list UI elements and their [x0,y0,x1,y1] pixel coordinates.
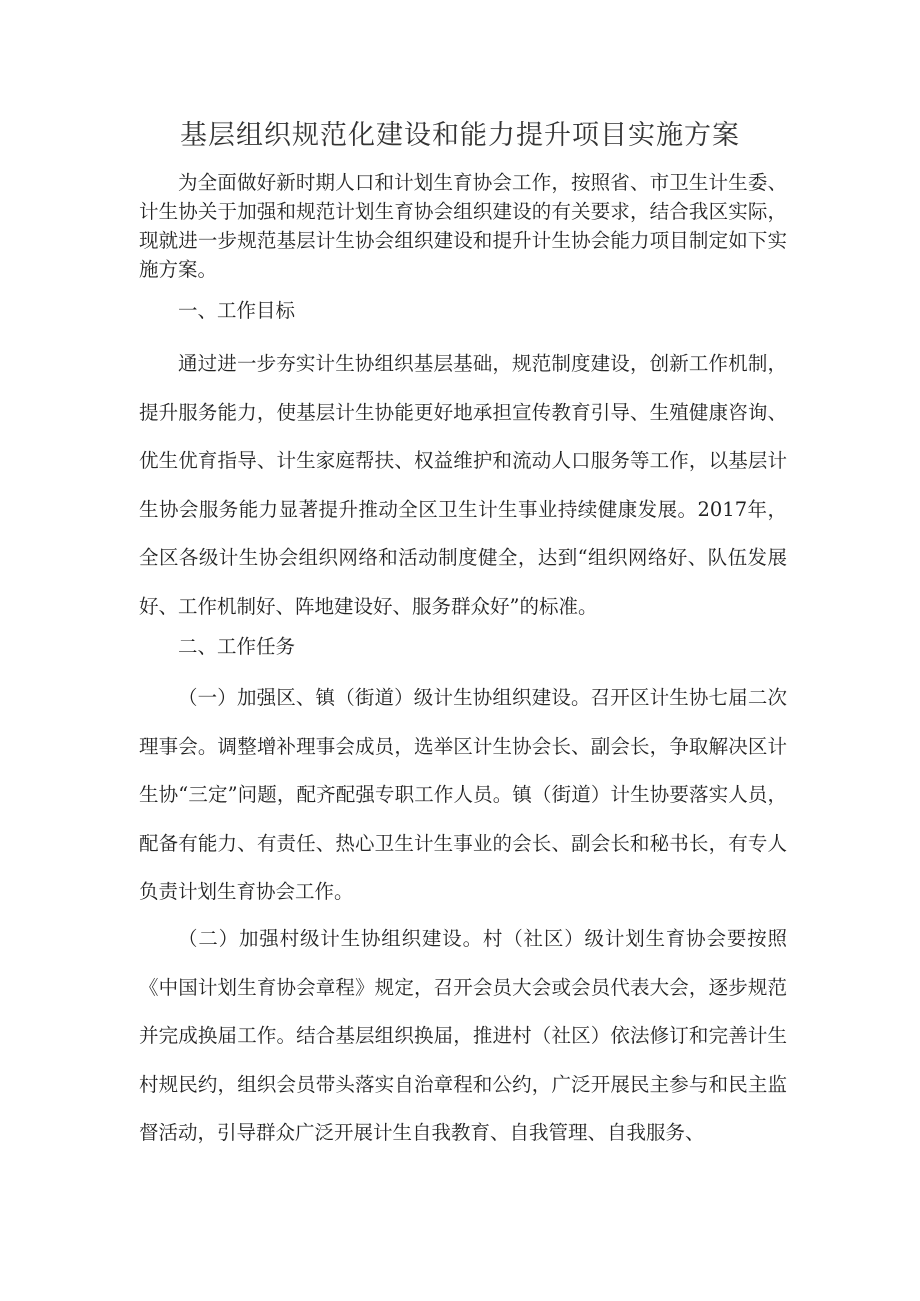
task-item-2: （二）加强村级计生协组织建设。村（社区）级计划生育协会要按照《中国计划生育协会章程》规定，召开会员大会或会员代表大会，逐步规范并完成换届工作。结合基层组织换届，推进村（社区）依法修订和完善计生村规民约，组织会员带头落实自治章程和公约，广泛开展民主参与和民主监督活动，引导群众广泛开展计生自我教育、自我管理、自我服务、 [139,927,787,1144]
document-title: 基层组织规范化建设和能力提升项目实施方案 [180,120,740,151]
intro-paragraph: 为全面做好新时期人口和计划生育协会工作，按照省、市卫生计生委、计生协关于加强和规范计划生育协会组织建设的有关要求，结合我区实际，现就进一步规范基层计生协会组织建设和提升计生协会能力项目制定如下实施方案。 [139,171,787,281]
section-heading-tasks: 二、工作任务 [178,635,296,658]
section-heading-goals: 一、工作目标 [178,299,296,322]
task-item-1: （一）加强区、镇（街道）级计生协组织建设。召开区计生协七届二次理事会。调整增补理事会成员，选举区计生协会长、副会长，争取解决区计生协“三定”问题，配齐配强专职工作人员。镇（街道）计生协要落实人员，配备有能力、有责任、热心卫生计生事业的会长、副会长和秘书长，有专人负责计划生育协会工作。 [139,686,787,903]
goals-paragraph: 通过进一步夯实计生协组织基层基础，规范制度建设，创新工作机制，提升服务能力，使基层计生协能更好地承担宣传教育引导、生殖健康咨询、优生优育指导、计生家庭帮扶、权益维护和流动人口服务等工作，以基层计生协会服务能力显著提升推动全区卫生计生事业持续健康发展。2017年，全区各级计生协会组织网络和活动制度健全，达到“组织网络好、队伍发展好、工作机制好、阵地建设好、服务群众好”的标准。 [139,352,787,618]
